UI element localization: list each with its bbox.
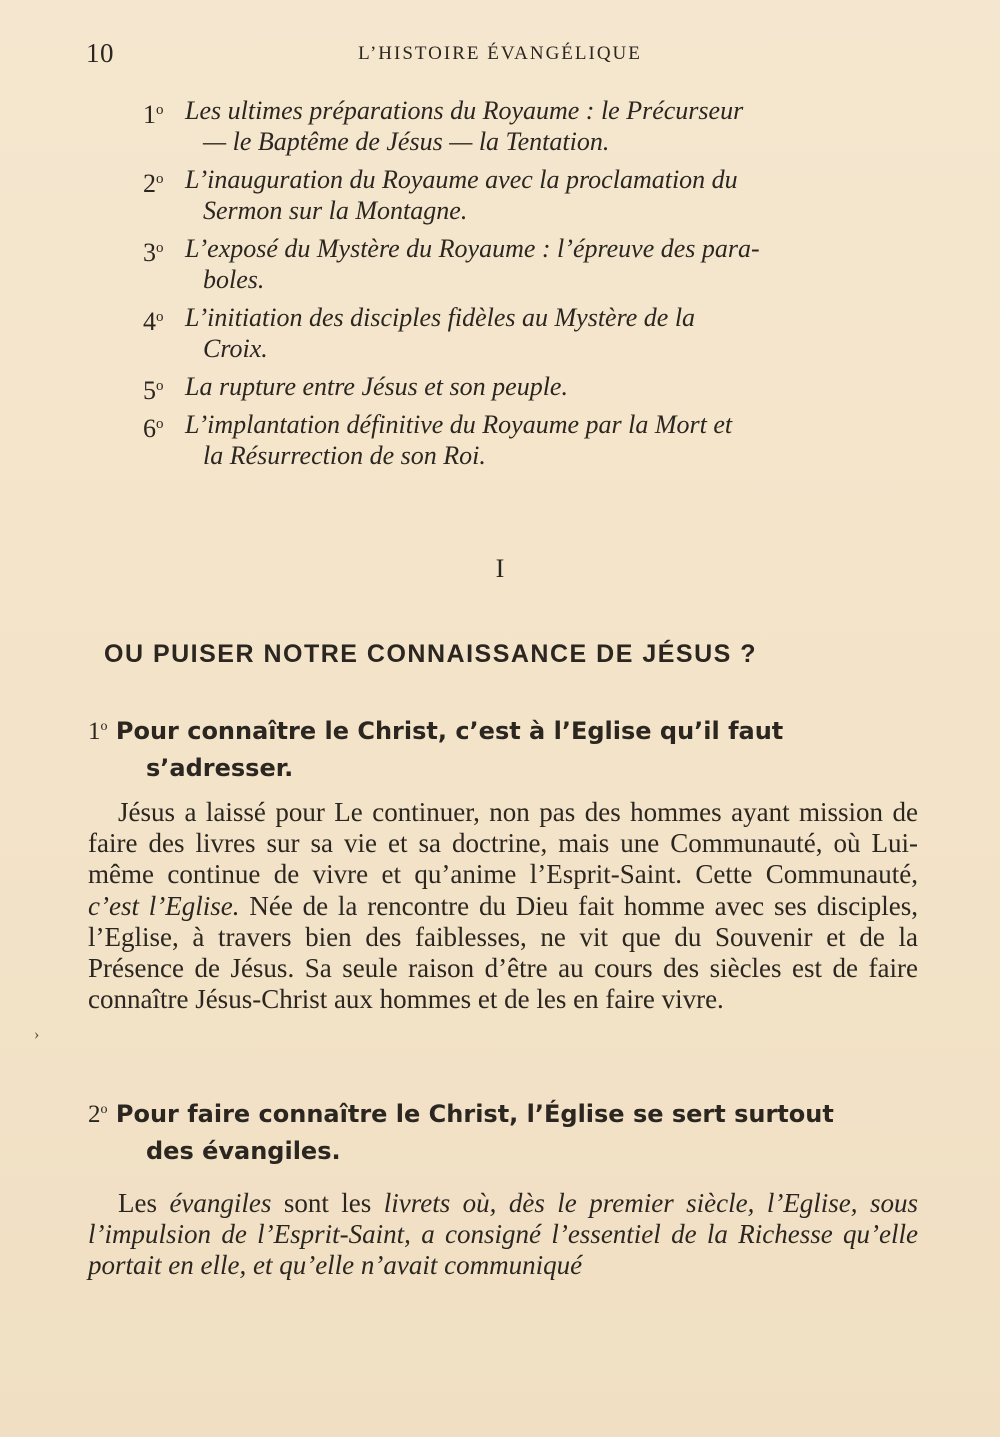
paragraph-emphasis: évangiles [169,1188,272,1218]
outline-number: 4$^o$ [143,307,164,336]
outline-list [143,95,918,478]
outline-item [143,164,918,226]
paragraph-text: sont les [271,1188,384,1218]
subheading-1 [88,709,918,786]
paragraph-emphasis: livrets où, dès le premier siècle, l’Eglise, sous l’impulsion de l’Esprit-Saint, a consigné l’essentiel de la Richesse qu’elle portait en elle, et qu’elle n’avait communiqué [88,1188,919,1281]
subheading-text-cont: s’adresser. [146,754,294,782]
running-head: L’HISTOIRE ÉVANGÉLIQUE [358,43,642,64]
paragraph-2 [88,1188,918,1282]
paragraph-text: Jésus a laissé pour Le continuer, non pas des hommes ayant mission de faire des livres sur sa vie et sa doctrine, mais une Communauté, où Lui-même continue de vivre et qu’anime l’Esprit-Saint. Cette Communauté, [88,797,918,890]
outline-item [143,233,918,295]
outline-number: 6$^o$ [143,414,164,443]
page-number: 10 [86,38,114,68]
outline-number: 3$^o$ [143,238,164,267]
subheading-text-cont: des évangiles. [146,1137,341,1165]
outline-text-cont: la Résurrection de son Roi. [203,441,486,470]
paragraph-emphasis: c’est l’Eglise. [88,890,240,921]
section-numeral: I [495,554,505,583]
outline-number: 1$^o$ [143,100,164,129]
paragraph-1 [88,797,918,1015]
outline-item [143,95,918,157]
paragraph-text: Née de la rencontre du Dieu fait homme avec ses disciples, l’Eglise, à travers bien des faiblesses, ne vit que du Souvenir et de la Présence de Jésus. Sa seule raison d’être au cours des siècles est de faire connaître Jésus-Christ aux hommes et de les en faire vivre. [88,890,918,1015]
subheading-number: 1$^o$ [88,718,108,745]
outline-text-cont: Sermon sur la Montagne. [203,196,468,225]
outline-text: L’initiation des disciples fidèles au Mystère de la [185,303,696,332]
outline-text: L’exposé du Mystère du Royaume : l’épreuve des para- [185,234,760,263]
outline-text: L’inauguration du Royaume avec la proclamation du [185,165,738,194]
outline-number: 5$^o$ [143,376,164,405]
margin-mark: › [34,1026,40,1043]
outline-text-cont: Croix. [203,334,268,363]
subheading-2 [88,1092,918,1169]
subheading-number: 2$^o$ [88,1101,108,1128]
paragraph-text: Les [118,1188,170,1218]
outline-number: 2$^o$ [143,169,164,198]
outline-item [143,371,918,405]
outline-item [143,302,918,364]
outline-text-cont: — le Baptême de Jésus — la Tentation. [203,127,610,156]
subheading-text: Pour connaître le Christ, c’est à l’Eglise qu’il faut [115,717,784,745]
subheading-text: Pour faire connaître le Christ, l’Église se sert surtout [115,1100,834,1128]
outline-text: L’implantation définitive du Royaume par la Mort et [185,410,733,439]
outline-text: Les ultimes préparations du Royaume : le Précurseur [185,96,744,125]
outline-text-cont: boles. [203,265,265,294]
outline-item [143,409,918,471]
section-title: OU PUISER NOTRE CONNAISSANCE DE JÉSUS ? [104,640,758,668]
outline-text: La rupture entre Jésus et son peuple. [185,372,568,401]
